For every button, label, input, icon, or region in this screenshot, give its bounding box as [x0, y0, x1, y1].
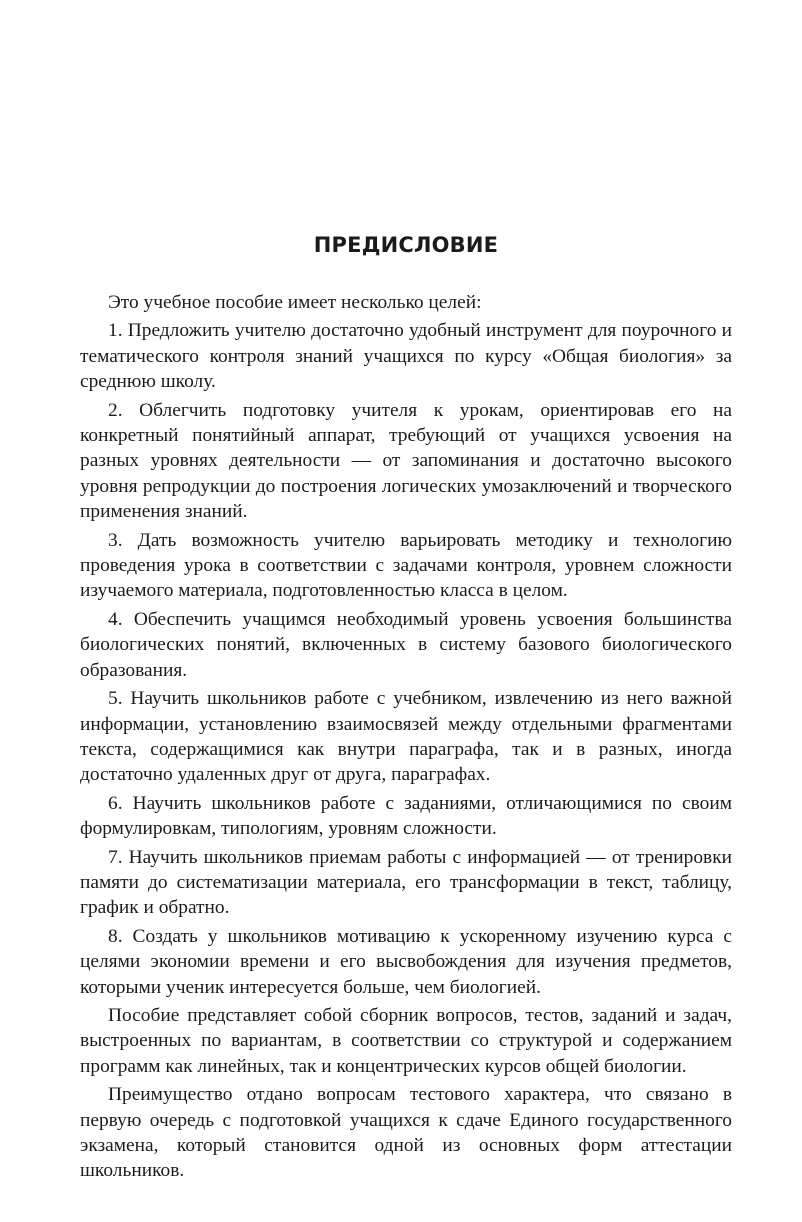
goal-item-8: 8. Создать у школьников мотивацию к ускоренному изучению курса с целями экономии времени и его высвобождения для изучения предметов, которыми ученик интересуется больше, чем биологией.: [80, 925, 732, 998]
closing-paragraph-1: Пособие представляет собой сборник вопросов, тестов, заданий и задач, выстроенных по вариантам, в соответствии со структурой и содержанием программ как линейных, так и концентрических курсов общей биологии.: [80, 1004, 732, 1077]
goal-item-4: 4. Обеспечить учащимся необходимый уровень усвоения большинства биологических понятий, включенных в систему базового биологического образования.: [80, 608, 732, 681]
goal-item-7: 7. Научить школьников приемам работы с информацией — от тренировки памяти до систематизации материала, его трансформации в текст, таблицу, график и обратно.: [80, 846, 732, 919]
goal-item-5: 5. Научить школьников работе с учебником, извлечению из него важной информации, установлению взаимосвязей между отдельными фрагментами текста, содержащимися как внутри параграфа, так и в разных, иногда достаточно удаленных друг от друга, параграфах.: [80, 688, 732, 786]
closing-paragraph-2: Преимущество отдано вопросам тестового характера, что связано в первую очередь с подготовкой учащихся к сдаче Единого государственного экзамена, который становится одной из основных форм аттестации школьников.: [80, 1084, 732, 1182]
goal-item-1: 1. Предложить учителю достаточно удобный инструмент для поурочного и тематического контроля знаний учащихся по курсу «Общая биология» за среднюю школу.: [80, 320, 732, 393]
goal-item-6: 6. Научить школьников работе с заданиями, отличающимися по своим формулировкам, типологиям, уровням сложности.: [80, 792, 732, 840]
goal-item-2: 2. Облегчить подготовку учителя к урокам, ориентировав его на конкретный понятийный аппарат, требующий от учащихся усвоения на разных уровнях деятельности — от запоминания и достаточно высокого уровня репродукции до построения логических умозаключений и творческого применения знаний.: [80, 399, 732, 523]
goal-item-3: 3. Дать возможность учителю варьировать методику и технологию проведения урока в соответствии с задачами контроля, уровнем сложности изучаемого материала, подготовленностью класса в целом.: [80, 529, 732, 602]
intro-paragraph: Это учебное пособие имеет несколько целей:: [108, 292, 482, 313]
page-title: ПРЕДИСЛОВИЕ: [313, 233, 499, 257]
document-page: [80, 228, 732, 1187]
